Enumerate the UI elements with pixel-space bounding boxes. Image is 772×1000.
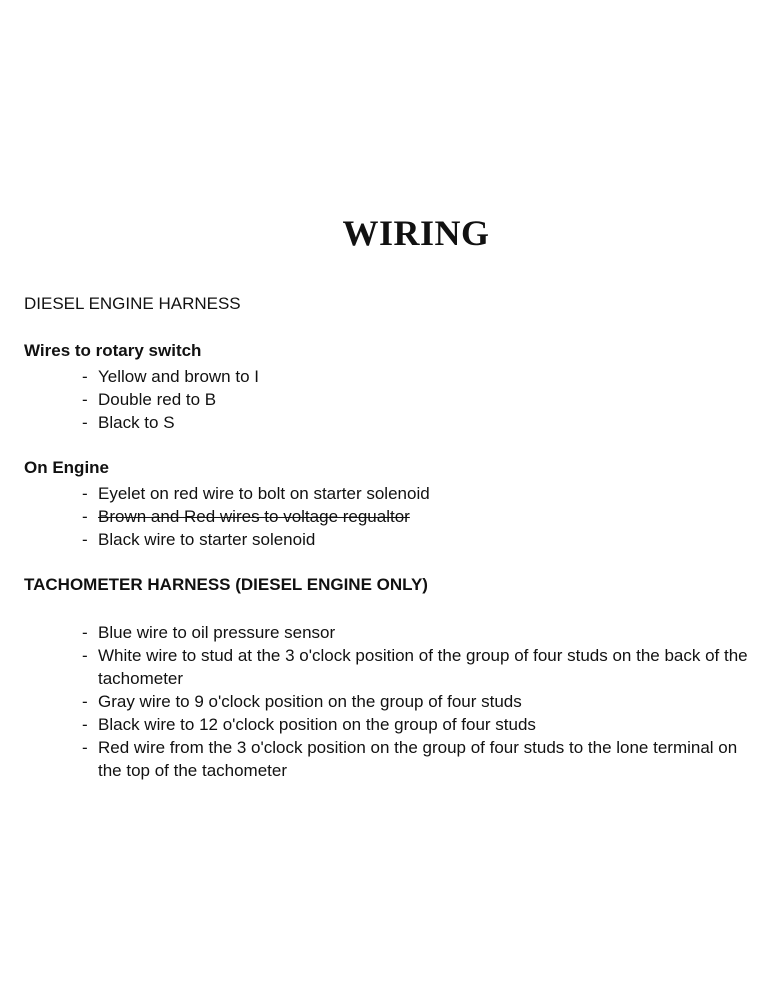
list-item-text: Black wire to 12 o'clock position on the group of four studs <box>98 715 536 734</box>
dash-bullet: - <box>82 507 88 526</box>
list-item <box>82 621 758 644</box>
rotary-switch-heading: Wires to rotary switch <box>24 341 202 360</box>
list-item <box>82 644 758 690</box>
list-item <box>82 482 430 505</box>
list-item-text: Black wire to starter solenoid <box>98 530 316 549</box>
list-item <box>82 365 259 388</box>
list-item <box>82 505 430 528</box>
dash-bullet: - <box>82 715 88 734</box>
dash-bullet: - <box>82 484 88 503</box>
list-item-text: White wire to stud at the 3 o'clock position of the group of four studs on the back of the tachometer <box>98 646 748 688</box>
dash-bullet: - <box>82 530 88 549</box>
list-item <box>82 736 758 782</box>
diesel-harness-heading: DIESEL ENGINE HARNESS <box>24 294 241 313</box>
list-item <box>82 411 259 434</box>
dash-bullet: - <box>82 413 88 432</box>
list-item-text: Gray wire to 9 o'clock position on the group of four studs <box>98 692 522 711</box>
on-engine-heading: On Engine <box>24 458 109 477</box>
dash-bullet: - <box>82 367 88 386</box>
list-item-text: Yellow and brown to I <box>98 367 259 386</box>
list-item <box>82 388 259 411</box>
list-item-text: Eyelet on red wire to bolt on starter solenoid <box>98 484 430 503</box>
list-item <box>82 528 430 551</box>
dash-bullet: - <box>82 623 88 642</box>
list-item-text: Red wire from the 3 o'clock position on the group of four studs to the lone terminal on the top of the tachometer <box>98 738 738 780</box>
tachometer-harness-heading: TACHOMETER HARNESS (DIESEL ENGINE ONLY) <box>24 575 428 594</box>
list-item-text: Blue wire to oil pressure sensor <box>98 623 336 642</box>
list-item <box>82 713 758 736</box>
page-title: WIRING <box>342 213 490 253</box>
dash-bullet: - <box>82 692 88 711</box>
dash-bullet: - <box>82 646 88 665</box>
rotary-switch-list <box>82 365 259 434</box>
dash-bullet: - <box>82 390 88 409</box>
list-item-text: Double red to B <box>98 390 217 409</box>
list-item <box>82 690 758 713</box>
list-item-text: Brown and Red wires to voltage regualtor <box>98 507 410 526</box>
tachometer-list <box>82 621 758 782</box>
list-item-text: Black to S <box>98 413 175 432</box>
dash-bullet: - <box>82 738 88 757</box>
on-engine-list <box>82 482 430 551</box>
